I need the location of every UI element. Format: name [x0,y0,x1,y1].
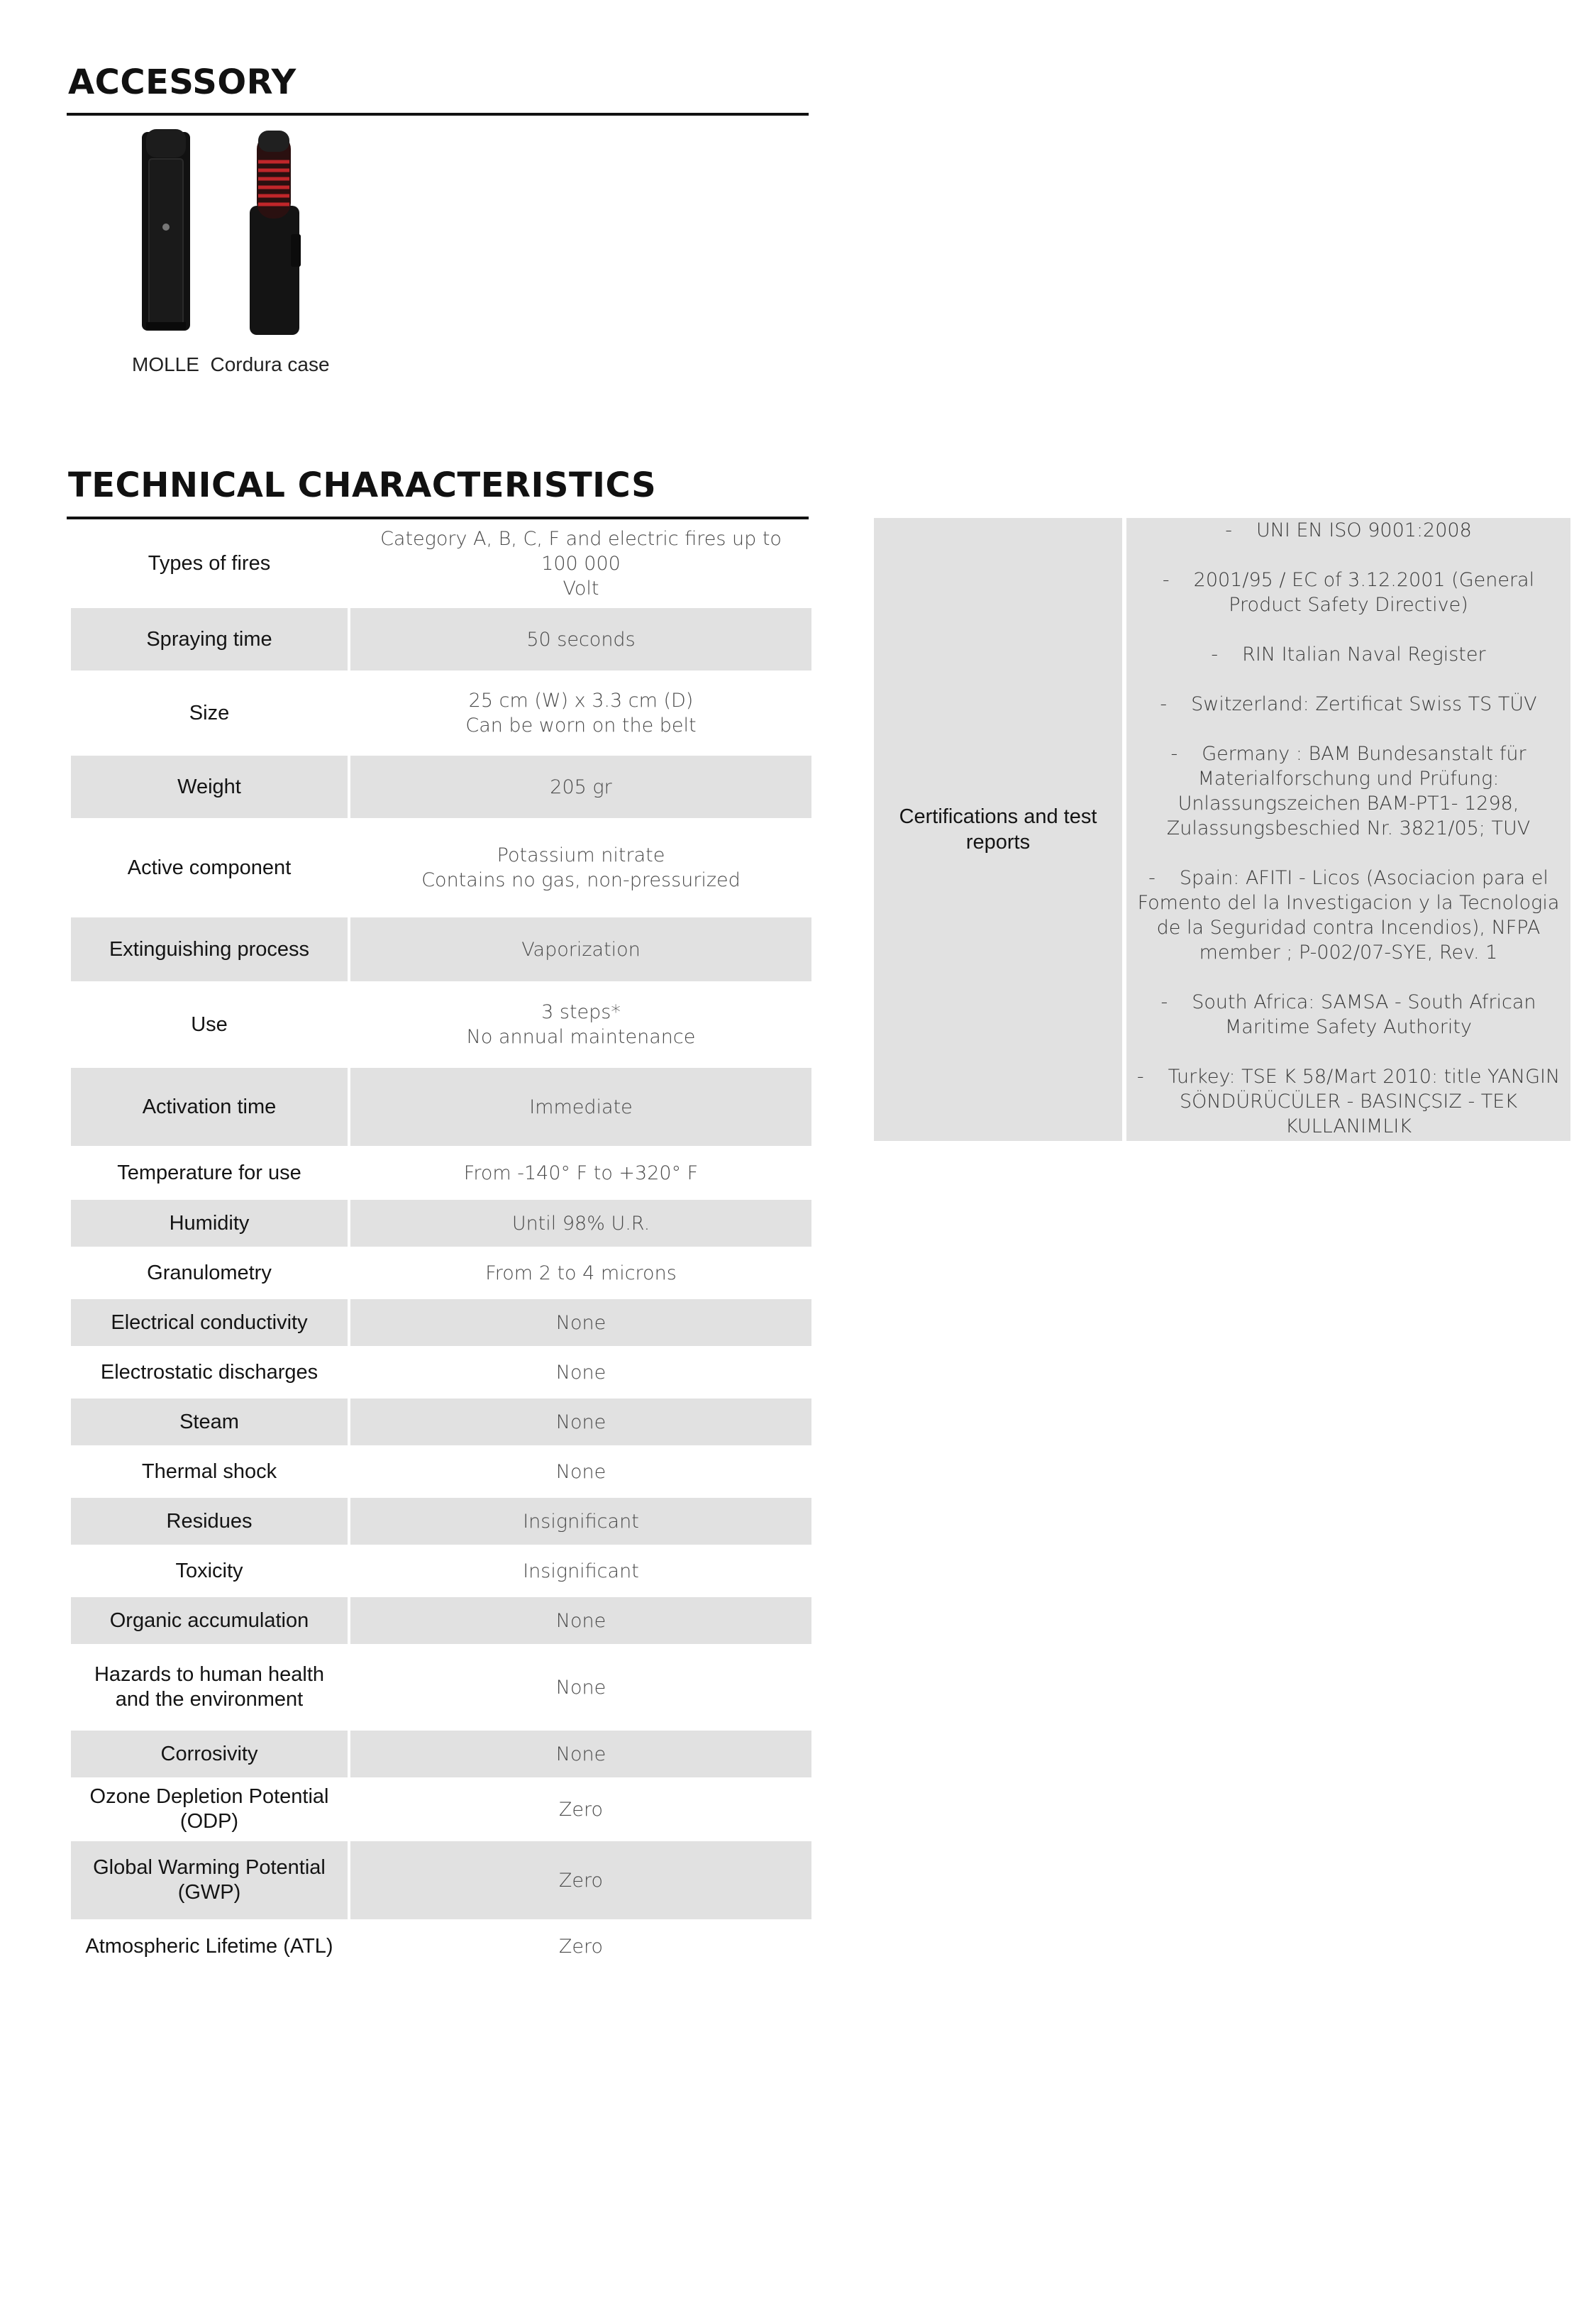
table-row [71,917,811,981]
table-row [71,984,811,1065]
technical-table [68,519,814,1973]
row-value-line: Zero [558,1935,604,1958]
row-label: Electrostatic discharges [100,1360,318,1384]
row-value-line: None [555,1676,606,1699]
row-label: Use [191,1013,228,1036]
certification-text: Turkey: TSE K 58/Mart 2010: title YANGIN SÖNDÜRÜCÜLER - BASINÇSIZ - TEK KULLANIMLIK [1168,1066,1561,1137]
certification-text: South Africa: SAMSA - South African Maritime Safety Authority [1192,991,1536,1038]
row-value-line: 50 seconds [526,628,636,651]
row-value-line: None [555,1460,606,1483]
row-value-line: None [555,1743,606,1765]
certification-item [1129,1064,1568,1139]
molle-case-image [139,128,193,333]
row-value [350,917,811,981]
row-label: Residues [71,1498,348,1545]
row-value [350,1299,811,1346]
table-row [71,1249,811,1296]
row-label: Weight [71,756,348,818]
row-label: Extinguishing process [71,917,348,981]
table-row [71,1841,811,1919]
row-label: Corrosivity [71,1731,348,1777]
bullet-dash: - [1148,867,1156,889]
row-value [350,1399,811,1445]
row-value [350,821,811,915]
row-value-line: Zero [558,1798,604,1821]
accessory-heading-rule [67,113,809,116]
row-value-line: Category A, B, C, F and electric fires up to 100 000 [380,528,782,575]
table-row [71,1448,811,1495]
row-label: Atmospheric Lifetime (ATL) [85,1934,333,1958]
row-value-line: Insignificant [523,1560,639,1582]
certification-text: RIN Italian Naval Register [1242,644,1486,666]
row-value [350,1548,811,1594]
row-value-line: No annual maintenance [466,1026,696,1048]
table-row [71,1149,811,1197]
row-value [350,1498,811,1545]
row-value [350,1448,811,1495]
certification-item [1129,692,1568,717]
table-row [71,673,811,753]
certification-text: UNI EN ISO 9001:2008 [1256,519,1472,541]
cordura-case-image [244,128,304,337]
row-value [350,1200,811,1247]
row-value [350,756,811,818]
row-label: Electrical conductivity [71,1299,348,1346]
bullet-dash: - [1225,519,1232,541]
table-row [71,522,811,605]
bullet-dash: - [1136,1066,1144,1088]
row-label: Active component [127,856,292,879]
table-row [71,1498,811,1545]
row-label: Hazards to human health and the environment [94,1663,325,1711]
row-label: Temperature for use [117,1161,301,1184]
row-label: Thermal shock [141,1460,277,1483]
certifications-label: Certifications and test reports [874,518,1122,1141]
certification-item [1129,990,1568,1039]
certifications-list [1126,518,1570,1141]
row-value [350,1068,811,1146]
row-value [350,522,811,605]
row-value [350,608,811,671]
row-label: Organic accumulation [71,1597,348,1644]
table-row [71,1200,811,1247]
table-row [71,1068,811,1146]
row-value-line: 3 steps* [541,1001,621,1023]
table-row [71,1731,811,1777]
certifications-table [874,518,1570,1141]
table-row [71,1780,811,1838]
row-label: Ozone Depletion Potential (ODP) [89,1785,329,1833]
row-value [350,1249,811,1296]
bullet-dash: - [1160,991,1168,1013]
row-value [350,1647,811,1728]
row-value-line: Contains no gas, non-pressurized [421,869,741,891]
certification-text: Spain: AFITI - Licos (Asociacion para el Fomento del la Investigacion y la Tecnologia de la Seguridad contra Incendios), NFPA member ; P-002/07-SYE, Rev. 1 [1137,867,1560,964]
row-value-line: 25 cm (W) x 3.3 cm (D) [468,690,694,712]
row-label: Humidity [71,1200,348,1247]
accessory-caption: MOLLE Cordura case [132,353,330,375]
row-value [350,1349,811,1396]
certification-text: 2001/95 / EC of 3.12.2001 (General Product Safety Directive) [1193,569,1535,616]
row-value [350,984,811,1065]
row-label: Toxicity [175,1559,243,1582]
certification-item [1129,866,1568,965]
row-value-line: From -140° F to +320° F [463,1162,699,1184]
row-value-line: None [555,1361,606,1384]
row-value-line: Until 98% U.R. [511,1212,650,1235]
row-value-line: None [555,1609,606,1632]
table-row [71,608,811,671]
row-value-line: Volt [563,578,599,600]
row-value [350,1922,811,1970]
accessory-heading: ACCESSORY [68,62,297,102]
row-value-line: Vaporization [521,938,641,961]
row-value-line: 205 gr [550,776,612,798]
row-label: Granulometry [147,1261,272,1284]
row-value-line: None [555,1411,606,1433]
row-label: Activation time [71,1068,348,1146]
table-row [71,1548,811,1594]
row-value [350,1597,811,1644]
row-value [350,1149,811,1197]
certification-item [1129,568,1568,617]
certification-item [1129,642,1568,667]
table-row [71,1597,811,1644]
certification-item [1129,741,1568,841]
certification-item [1129,518,1568,543]
table-row [71,821,811,915]
certification-text: Switzerland: Zertificat Swiss TS TÜV [1191,693,1537,715]
row-value [350,1841,811,1919]
row-value-line: Can be worn on the belt [465,715,697,737]
table-row [71,1349,811,1396]
row-value [350,1780,811,1838]
table-row [71,1647,811,1728]
row-value [350,673,811,753]
row-label: Size [189,701,230,724]
row-value-line: Zero [558,1869,604,1892]
row-label: Global Warming Potential (GWP) [71,1841,348,1919]
bullet-dash: - [1170,743,1178,765]
row-value [350,1731,811,1777]
table-row [71,756,811,818]
row-value-line: Insignificant [523,1510,639,1533]
bullet-dash: - [1211,644,1219,666]
row-value-line: Potassium nitrate [497,844,665,866]
table-row [71,1399,811,1445]
table-row [71,1299,811,1346]
row-value-line: From 2 to 4 microns [485,1262,677,1284]
row-value-line: None [555,1311,606,1334]
row-label: Spraying time [71,608,348,671]
certification-text: Germany : BAM Bundesanstalt für Materialforschung und Prüfung: Unlassungszeichen BAM-PT1- 1298, Zulassungsbeschied Nr. 3821/05; TUV [1166,743,1531,839]
bullet-dash: - [1162,569,1170,591]
row-label: Steam [71,1399,348,1445]
row-value-line: Immediate [529,1096,633,1118]
row-label: Types of fires [148,552,271,575]
bullet-dash: - [1160,693,1168,715]
technical-heading: TECHNICAL CHARACTERISTICS [68,465,657,505]
table-row [71,1922,811,1970]
